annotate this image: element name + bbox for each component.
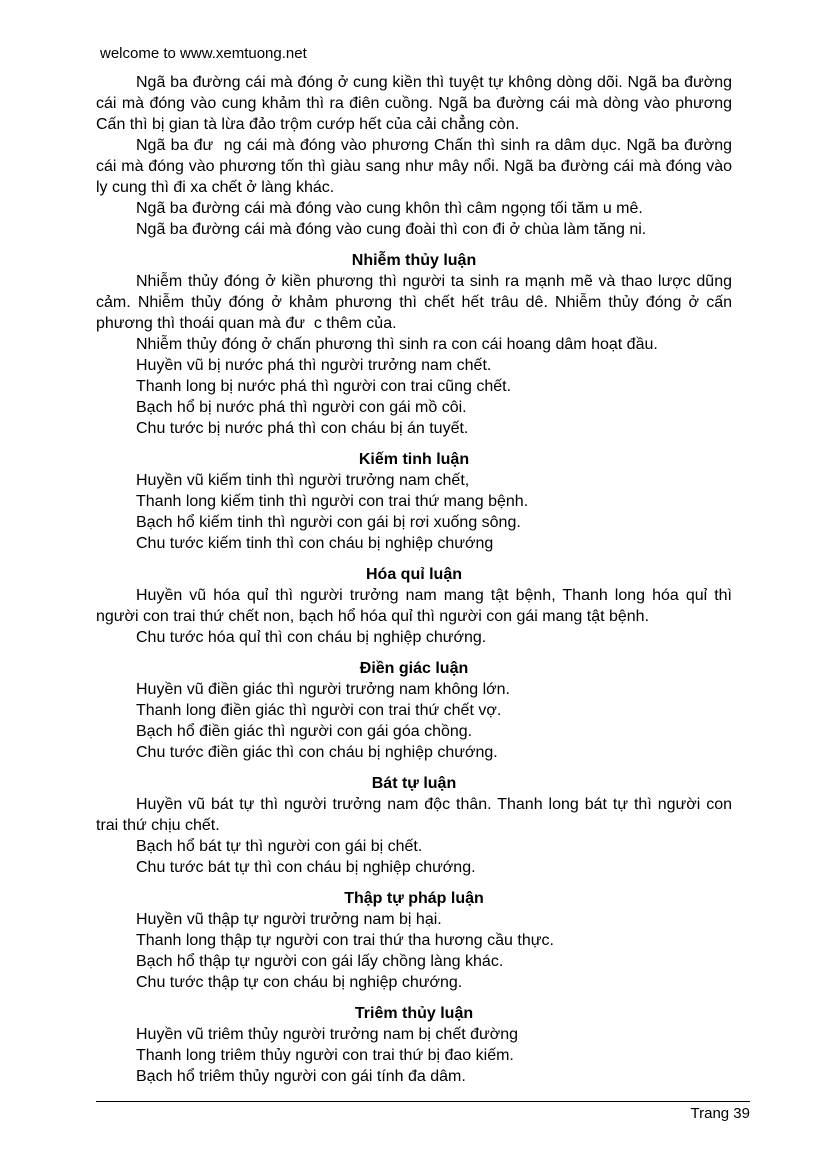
- body-paragraph: Thanh long bị nước phá thì người con trai cũng chết.: [136, 378, 512, 395]
- section-heading: Triêm thủy luận: [354, 1005, 474, 1022]
- site-header-text: welcome to www.xemtuong.net: [100, 45, 307, 62]
- body-paragraph: Huyền vũ hóa quỉ thì người trưởng nam mang tật bệnh, Thanh long hóa quỉ thì người con trai thứ chết non, bạch hổ hóa quỉ thì người con gái mang tật bệnh.: [96, 587, 732, 625]
- section-heading: Điền giác luận: [359, 660, 469, 677]
- section-heading: Thập tự pháp luận: [344, 890, 484, 907]
- body-paragraph: Chu tước hóa quỉ thì con cháu bị nghiệp chướng.: [136, 629, 487, 646]
- body-paragraph: Huyền vũ kiếm tinh thì người trưởng nam chết,: [136, 472, 470, 489]
- body-paragraph: Nhiễm thủy đóng ở chấn phương thì sinh ra con cái hoang dâm hoạt đầu.: [136, 336, 658, 353]
- section-heading: Hóa quỉ luận: [366, 566, 462, 583]
- body-paragraph: Chu tước bị nước phá thì con cháu bị án tuyết.: [136, 420, 469, 437]
- body-paragraph: Bạch hổ thập tự người con gái lấy chồng làng khác.: [136, 953, 504, 970]
- body-paragraph: Bạch hổ bị nước phá thì người con gái mồ côi.: [136, 399, 467, 416]
- body-paragraph: Ngã ba đường cái mà đóng ở cung kiền thì tuyệt tự không dòng dõi. Ngã ba đường cái mà đóng vào cung khảm thì ra điên cuồng. Ngã ba đường cái mà dòng vào phương Cấn thì bị gian tà lừa đảo trộm cướp hết của cải chẳng còn.: [96, 74, 732, 133]
- body-paragraph: Ngã ba đường cái mà đóng vào cung khôn thì câm ngọng tối tăm u mê.: [136, 200, 643, 217]
- body-paragraph: Bạch hổ triêm thủy người con gái tính đa dâm.: [136, 1068, 466, 1085]
- page-footer: [96, 1101, 750, 1123]
- body-paragraph: Thanh long kiếm tinh thì người con trai thứ mang bệnh.: [136, 493, 529, 510]
- document-body: [96, 72, 732, 1087]
- body-paragraph: Nhiễm thủy đóng ở kiền phương thì người ta sinh ra mạnh mẽ và thao lược dũng cảm. Nhiễm thủy đóng ở khảm phương thì chết hết trâu dê. Nhiễm thủy đóng ở cấn phương thì thoái quan mà đư c thêm của.: [96, 273, 732, 332]
- body-paragraph: Chu tước bát tự thì con cháu bị nghiệp chướng.: [136, 859, 476, 876]
- section-heading: Bát tự luận: [371, 775, 457, 792]
- body-paragraph: Chu tước kiếm tinh thì con cháu bị nghiệp chướng: [136, 535, 494, 552]
- body-paragraph: Thanh long thập tự người con trai thứ tha hương cầu thực.: [136, 932, 554, 949]
- body-paragraph: Huyền vũ bị nước phá thì người trưởng nam chết.: [136, 357, 492, 374]
- body-paragraph: Huyền vũ triêm thủy người trưởng nam bị chết đường: [136, 1026, 518, 1043]
- body-paragraph: Bạch hổ bát tự thì người con gái bị chết.: [136, 838, 423, 855]
- body-paragraph: Huyền vũ điền giác thì người trưởng nam không lớn.: [136, 681, 510, 698]
- body-paragraph: Ngã ba đư ng cái mà đóng vào phương Chấn thì sinh ra dâm dục. Ngã ba đường cái mà đóng vào phương tốn thì giàu sang như mây nổi. Ngã ba đường cái mà đóng vào ly cung thì đi xa chết ở làng khác.: [96, 137, 732, 196]
- page-number-label: Trang 39: [690, 1105, 750, 1122]
- body-paragraph: Thanh long triêm thủy người con trai thứ bị đao kiếm.: [136, 1047, 514, 1064]
- body-paragraph: Bạch hổ kiếm tinh thì người con gái bị rơi xuống sông.: [136, 514, 521, 531]
- body-paragraph: Huyền vũ bát tự thì người trưởng nam độc thân. Thanh long bát tự thì người con trai thứ chịu chết.: [96, 796, 732, 834]
- body-paragraph: Huyền vũ thập tự người trưởng nam bị hại.: [136, 911, 442, 928]
- section-heading: Nhiễm thủy luận: [351, 252, 477, 269]
- body-paragraph: Chu tước điền giác thì con cháu bị nghiệp chướng.: [136, 744, 498, 761]
- body-paragraph: Thanh long điền giác thì người con trai thứ chết vợ.: [136, 702, 502, 719]
- body-paragraph: Chu tước thập tự con cháu bị nghiệp chướng.: [136, 974, 463, 991]
- section-heading: Kiếm tinh luận: [358, 451, 470, 468]
- body-paragraph: Ngã ba đường cái mà đóng vào cung đoài thì con đi ở chùa làm tăng ni.: [136, 221, 647, 238]
- body-paragraph: Bạch hổ điền giác thì người con gái góa chồng.: [136, 723, 473, 740]
